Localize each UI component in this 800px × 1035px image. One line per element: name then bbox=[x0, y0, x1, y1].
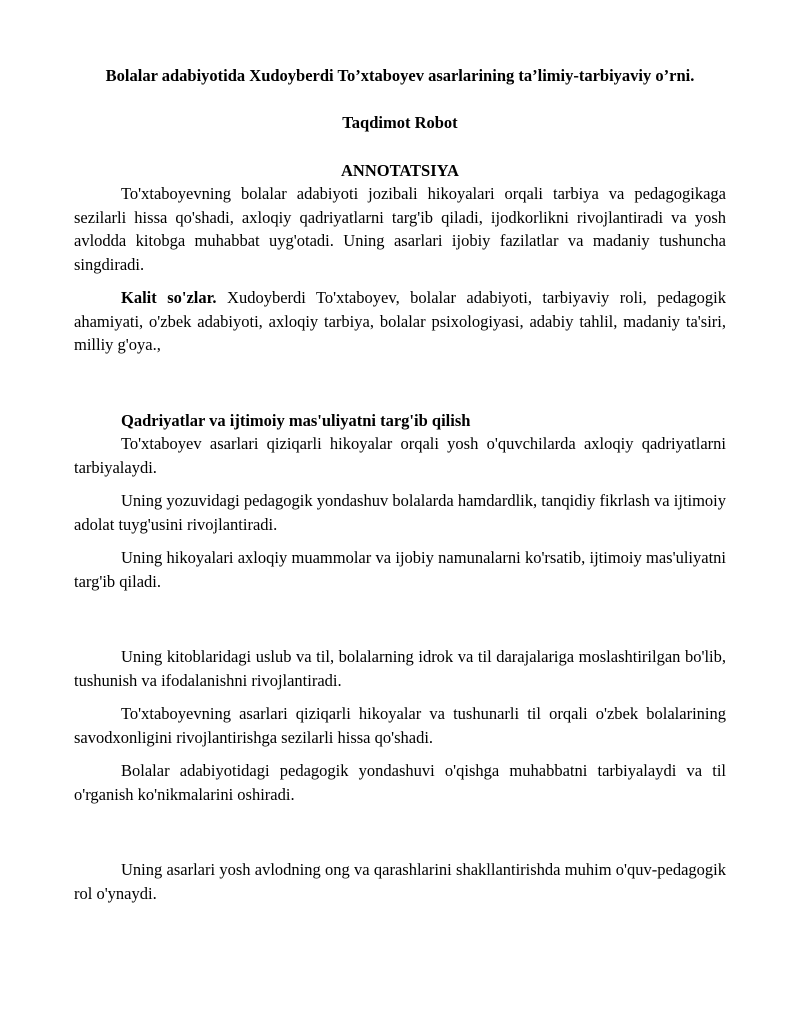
document-title: Bolalar adabiyotida Xudoyberdi To’xtaboyev asarlarining ta’limiy-tarbiyaviy o’rni. bbox=[105, 66, 695, 85]
body-paragraph-4: Uning kitoblaridagi uslub va til, bolalarning idrok va til darajalariga moslashtirilgan bo'lib, tushunish va ifodalanishni rivojlantiradi. bbox=[74, 647, 726, 690]
keywords-text: Xudoyberdi To'xtaboyev, bolalar adabiyoti, tarbiyaviy roli, pedagogik ahamiyati, o'zbek adabiyoti, axloqiy tarbiya, bolalar psixologiyasi, adabiy tahlil, madaniy ta'siri, milliy g'oya., bbox=[74, 288, 726, 354]
annotation-paragraph: To'xtaboyevning bolalar adabiyoti jozibali hikoyalari orqali tarbiya va pedagogikaga sezilarli hissa qo'shadi, axloqiy qadriyatlarni targ'ib qiladi, ijodkorlikni rivojlantiradi va yosh avlodda kitobga muhabbat uyg'otadi. Uning asarlari ijobiy fazilatlar va madaniy tushuncha singdiradi. bbox=[74, 184, 726, 274]
author-line: Taqdimot Robot bbox=[342, 113, 458, 132]
body-paragraph-1: To'xtaboyev asarlari qiziqarli hikoyalar orqali yosh o'quvchilarda axloqiy qadriyatlarni tarbiyalaydi. bbox=[74, 434, 726, 477]
body-paragraph-3: Uning hikoyalari axloqiy muammolar va ijobiy namunalarni ko'rsatib, ijtimoiy mas'uliyatni targ'ib qiladi. bbox=[74, 548, 726, 591]
body-paragraph-5: To'xtaboyevning asarlari qiziqarli hikoyalar va tushunarli til orqali o'zbek bolalarining savodxonligini rivojlantirishga sezilarli hissa qo'shadi. bbox=[74, 704, 726, 747]
body-paragraph-2: Uning yozuvidagi pedagogik yondashuv bolalarda hamdardlik, tanqidiy fikrlash va ijtimoiy adolat tuyg'usini rivojlantiradi. bbox=[74, 491, 726, 534]
keywords-label: Kalit so'zlar. bbox=[121, 288, 217, 307]
keywords-paragraph bbox=[74, 286, 726, 357]
section-heading: Qadriyatlar va ijtimoiy mas'uliyatni targ'ib qilish bbox=[121, 410, 471, 430]
annotation-heading: ANNOTATSIYA bbox=[341, 160, 459, 180]
body-paragraph-6: Bolalar adabiyotidagi pedagogik yondashuvi o'qishga muhabbatni tarbiyalaydi va til o'rganish ko'nikmalarini oshiradi. bbox=[74, 761, 726, 804]
body-paragraph-7: Uning asarlari yosh avlodning ong va qarashlarini shakllantirishda muhim o'quv-pedagogik rol o'ynaydi. bbox=[74, 860, 726, 903]
